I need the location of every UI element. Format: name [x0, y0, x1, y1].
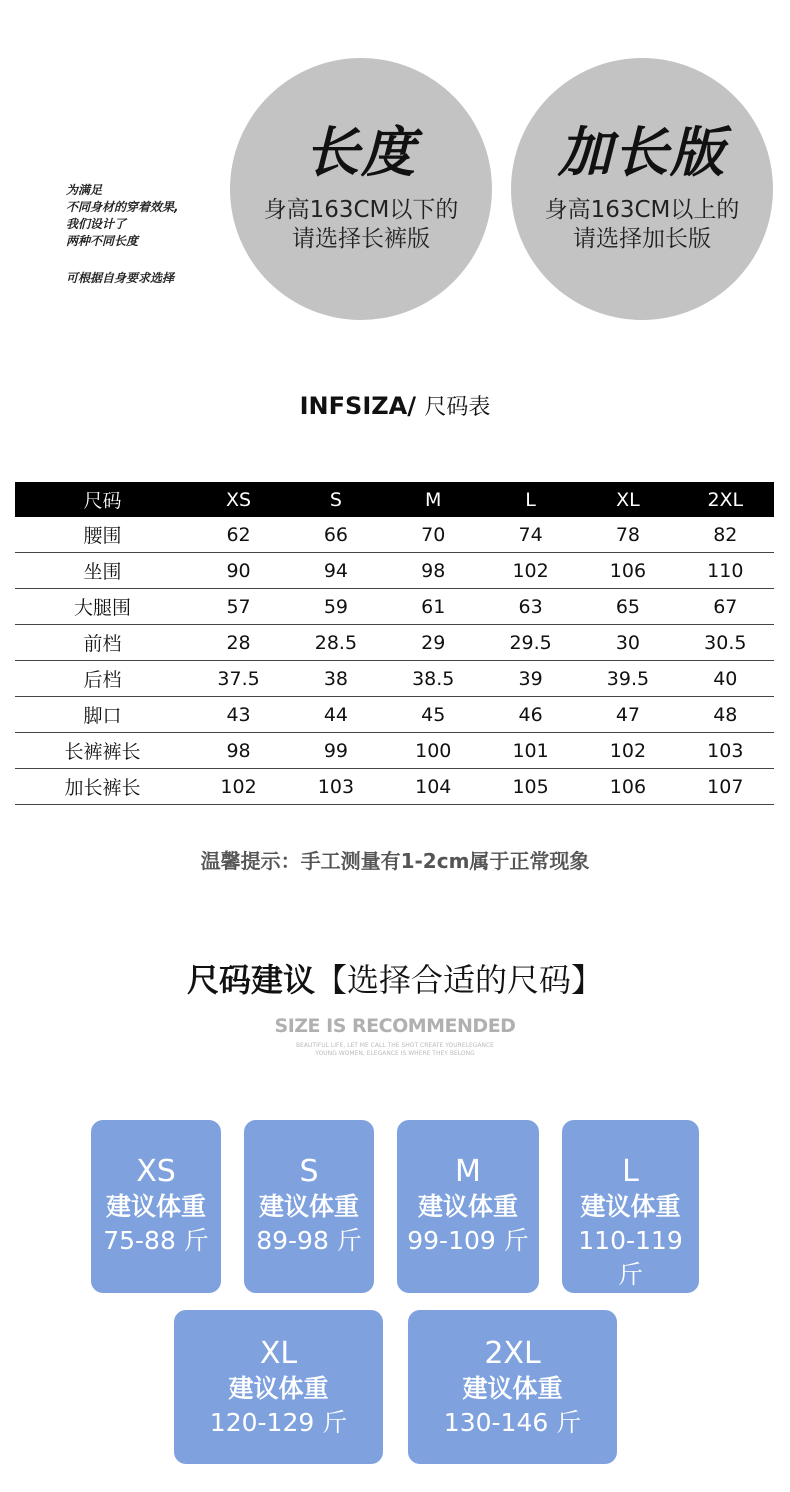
table-cell: 46: [482, 697, 579, 733]
table-cell: 39: [482, 661, 579, 697]
table-cell: 29: [385, 625, 482, 661]
row-label: 坐围: [15, 553, 190, 589]
note-line: 两种不同长度: [66, 234, 139, 248]
table-row: [15, 517, 774, 553]
card-size: S: [299, 1154, 319, 1189]
card-weight: 130-146 斤: [443, 1408, 582, 1437]
circle-line: 身高163CM以下的: [263, 197, 459, 223]
circle-title: 长度: [305, 121, 417, 184]
row-label: 腰围: [15, 517, 190, 553]
table-cell: 106: [579, 769, 676, 805]
note-line: 我们设计了: [66, 217, 127, 231]
header-cell: L: [482, 482, 579, 517]
card-label: 建议体重: [580, 1192, 681, 1221]
table-cell: 99: [287, 733, 384, 769]
table-cell: 59: [287, 589, 384, 625]
card-label: 建议体重: [417, 1192, 518, 1221]
table-cell: 37.5: [190, 661, 287, 697]
size-table-title: [0, 390, 790, 421]
table-cell: 40: [677, 661, 774, 697]
row-label: 长裤裤长: [15, 733, 190, 769]
card-size: XL: [259, 1336, 298, 1371]
table-cell: 98: [190, 733, 287, 769]
table-cell: 74: [482, 517, 579, 553]
table-cell: 102: [482, 553, 579, 589]
header-cell: XS: [190, 482, 287, 517]
card-weight: 120-129 斤: [209, 1408, 348, 1437]
circle-line: 请选择长裤版: [292, 226, 430, 252]
note-footer: 可根据自身要求选择: [66, 271, 175, 285]
table-cell: 82: [677, 517, 774, 553]
recommend-small-text: [0, 1042, 790, 1058]
table-cell: 107: [677, 769, 774, 805]
size-table-title-en: INFSIZA/: [299, 392, 416, 420]
recommend-title: [0, 955, 790, 1001]
table-cell: 110: [677, 553, 774, 589]
row-label: 大腿围: [15, 589, 190, 625]
header-cell: XL: [579, 482, 676, 517]
table-cell: 28.5: [287, 625, 384, 661]
card-weight: 89-98 斤: [256, 1226, 362, 1255]
table-cell: 105: [482, 769, 579, 805]
size-card-xl: [174, 1310, 383, 1464]
table-cell: 101: [482, 733, 579, 769]
note-line: 不同身材的穿着效果,: [66, 200, 179, 214]
table-cell: 29.5: [482, 625, 579, 661]
size-table: [15, 482, 774, 805]
table-cell: 30: [579, 625, 676, 661]
size-table-title-zh: 尺码表: [424, 395, 491, 420]
card-size: XS: [136, 1154, 176, 1189]
table-cell: 47: [579, 697, 676, 733]
table-cell: 66: [287, 517, 384, 553]
table-cell: 48: [677, 697, 774, 733]
table-cell: 45: [385, 697, 482, 733]
row-label: 后档: [15, 661, 190, 697]
size-card-2xl: [408, 1310, 617, 1464]
table-cell: 30.5: [677, 625, 774, 661]
table-cell: 57: [190, 589, 287, 625]
table-row: [15, 697, 774, 733]
recommend-title-bold: 尺码建议: [186, 961, 315, 999]
size-card-m: [397, 1120, 539, 1293]
table-cell: 94: [287, 553, 384, 589]
row-label: 前档: [15, 625, 190, 661]
size-table-header: [15, 482, 774, 517]
table-cell: 104: [385, 769, 482, 805]
table-cell: 100: [385, 733, 482, 769]
card-label: 建议体重: [462, 1374, 563, 1403]
table-row: [15, 733, 774, 769]
table-cell: 103: [287, 769, 384, 805]
table-row: [15, 625, 774, 661]
circle-line: 请选择加长版: [573, 226, 711, 252]
recommend-title-rest: 【选择合适的尺码】: [315, 961, 604, 999]
table-cell: 103: [677, 733, 774, 769]
card-size: L: [622, 1154, 639, 1189]
card-weight: 75-88 斤: [103, 1226, 209, 1255]
table-cell: 67: [677, 589, 774, 625]
size-card-l: [562, 1120, 699, 1293]
card-weight: 110-119 斤: [578, 1226, 683, 1289]
table-cell: 38.5: [385, 661, 482, 697]
card-label: 建议体重: [105, 1192, 206, 1221]
table-cell: 65: [579, 589, 676, 625]
card-label: 建议体重: [258, 1192, 359, 1221]
circle-title: 加长版: [558, 121, 726, 184]
size-card-xs: [91, 1120, 221, 1293]
table-cell: 106: [579, 553, 676, 589]
note-line: 为满足: [66, 183, 103, 197]
card-size: M: [455, 1154, 481, 1189]
table-cell: 38: [287, 661, 384, 697]
table-cell: 63: [482, 589, 579, 625]
length-note: [66, 182, 236, 287]
recommend-small-line: BEAUTIFUL LIFE, LET ME CALL THE SHOT CREATE YOURELEGANCE: [296, 1042, 494, 1049]
table-cell: 39.5: [579, 661, 676, 697]
long-length-circle: [511, 58, 773, 320]
table-cell: 44: [287, 697, 384, 733]
table-cell: 43: [190, 697, 287, 733]
card-weight: 99-109 斤: [407, 1226, 529, 1255]
header-cell: 2XL: [677, 482, 774, 517]
table-cell: 78: [579, 517, 676, 553]
table-cell: 102: [190, 769, 287, 805]
header-cell: S: [287, 482, 384, 517]
regular-length-circle: [230, 58, 492, 320]
card-size: 2XL: [484, 1336, 541, 1371]
header-cell: 尺码: [15, 482, 190, 517]
table-cell: 98: [385, 553, 482, 589]
circle-line: 身高163CM以上的: [544, 197, 740, 223]
table-cell: 102: [579, 733, 676, 769]
row-label: 加长裤长: [15, 769, 190, 805]
table-cell: 28: [190, 625, 287, 661]
size-card-s: [244, 1120, 374, 1293]
table-cell: 62: [190, 517, 287, 553]
table-cell: 90: [190, 553, 287, 589]
table-row: [15, 769, 774, 805]
recommend-subtitle: SIZE IS RECOMMENDED: [274, 1015, 516, 1037]
table-row: [15, 553, 774, 589]
card-label: 建议体重: [228, 1374, 329, 1403]
table-row: [15, 661, 774, 697]
recommend-small-line: YOUNG WOMEN, ELEGANCE IS WHERE THEY BELONG: [315, 1050, 475, 1057]
header-cell: M: [385, 482, 482, 517]
table-row: [15, 589, 774, 625]
measurement-tip: 温馨提示：手工测量有1-2cm属于正常现象: [200, 849, 590, 873]
table-cell: 70: [385, 517, 482, 553]
row-label: 脚口: [15, 697, 190, 733]
table-cell: 61: [385, 589, 482, 625]
